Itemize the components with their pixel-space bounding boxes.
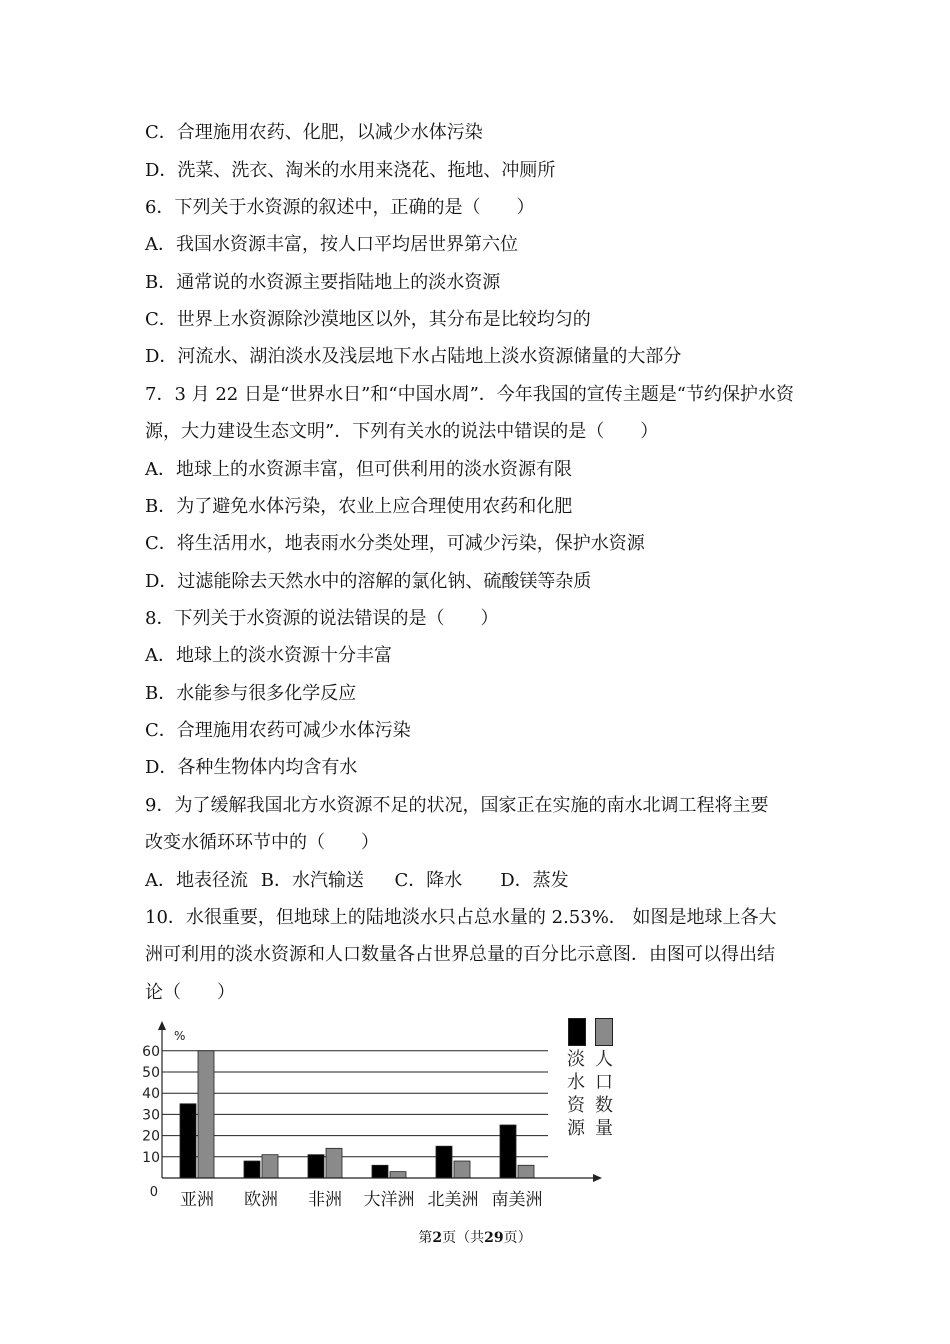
option-8b: B．水能参与很多化学反应 bbox=[145, 683, 357, 704]
option-7c: C．将生活用水，地表雨水分类处理，可减少污染，保护水资源 bbox=[145, 533, 645, 554]
total-pages: 29 bbox=[484, 1230, 504, 1246]
option-8a: A．地球上的淡水资源十分丰富 bbox=[145, 645, 392, 666]
option-6d: D．河流水、湖泊淡水及浅层地下水占陆地上淡水资源储量的大部分 bbox=[145, 346, 682, 367]
bar-freshwater bbox=[372, 1165, 388, 1178]
question-10-line-1: 10．水很重要，但地球上的陆地淡水只占总水量的 2.53%． 如图是地球上各大 bbox=[145, 907, 777, 928]
option-9a: A．地表径流 bbox=[145, 870, 248, 891]
y-tick-label: 10 bbox=[142, 1149, 160, 1166]
question-10-line-3: 论（ ） bbox=[145, 982, 235, 1003]
x-category-label: 北美洲 bbox=[427, 1190, 479, 1210]
option-7d: D．过滤能除去天然水中的溶解的氯化钠、硫酸镁等杂质 bbox=[145, 571, 592, 592]
x-category-label: 欧洲 bbox=[244, 1190, 278, 1210]
bar-freshwater bbox=[436, 1146, 452, 1178]
option-7b: B．为了避免水体污染，农业上应合理使用农药和化肥 bbox=[145, 496, 573, 517]
option-9b: B．水汽输送 bbox=[260, 870, 364, 891]
x-category-label: 亚洲 bbox=[180, 1190, 214, 1210]
bar-population bbox=[326, 1148, 342, 1178]
bar-chart bbox=[140, 1018, 620, 1218]
bar-freshwater bbox=[180, 1104, 196, 1178]
y-tick-label: 30 bbox=[142, 1107, 160, 1124]
y-axis-arrow bbox=[158, 1021, 166, 1030]
option-7a: A．地球上的水资源丰富，但可供利用的淡水资源有限 bbox=[145, 459, 572, 480]
option-5c: C．合理施用农药、化肥，以减少水体污染 bbox=[145, 122, 483, 143]
bar-population bbox=[518, 1165, 534, 1178]
option-9c: C．降水 bbox=[394, 870, 463, 891]
y-tick-label: 40 bbox=[142, 1086, 160, 1103]
legend-label-freshwater: 淡 水 资 源 bbox=[567, 1049, 585, 1139]
option-6b: B．通常说的水资源主要指陆地上的淡水资源 bbox=[145, 272, 501, 293]
bar-population bbox=[390, 1172, 406, 1178]
bar-freshwater bbox=[308, 1155, 324, 1178]
origin-label: 0 bbox=[149, 1185, 158, 1200]
legend-swatch-population bbox=[595, 1018, 613, 1046]
question-8: 8．下列关于水资源的说法错误的是（ ） bbox=[145, 608, 499, 629]
option-9d: D．蒸发 bbox=[500, 870, 569, 891]
x-category-label: 非洲 bbox=[308, 1190, 342, 1210]
legend-label-population: 人 口 数 量 bbox=[595, 1049, 613, 1139]
question-9-line-1: 9．为了缓解我国北方水资源不足的状况，国家正在实施的南水北调工程将主要 bbox=[145, 795, 769, 816]
page-footer: 第2页（共29页） bbox=[418, 1230, 532, 1246]
bar-population bbox=[454, 1161, 470, 1178]
question-10-line-2: 洲可利用的淡水资源和人口数量各占世界总量的百分比示意图．由图可以得出结 bbox=[145, 944, 775, 965]
question-7-line-2: 源，大力建设生态文明”．下列有关水的说法中错误的是（ ） bbox=[145, 421, 659, 442]
option-8c: C．合理施用农药可减少水体污染 bbox=[145, 720, 411, 741]
option-5d: D．洗菜、洗衣、淘米的水用来浇花、拖地、冲厕所 bbox=[145, 160, 556, 181]
option-6a: A．我国水资源丰富，按人口平均居世界第六位 bbox=[145, 234, 518, 255]
y-axis-unit: % bbox=[174, 1029, 186, 1043]
y-tick-label: 50 bbox=[142, 1065, 160, 1081]
y-tick-label: 20 bbox=[142, 1128, 160, 1145]
legend-swatch-freshwater bbox=[568, 1018, 586, 1046]
y-tick-label: 60 bbox=[142, 1043, 160, 1060]
option-6c: C．世界上水资源除沙漠地区以外，其分布是比较均匀的 bbox=[145, 309, 591, 330]
bar-freshwater bbox=[244, 1161, 260, 1178]
question-9-line-2: 改变水循环环节中的（ ） bbox=[145, 832, 379, 853]
option-8d: D．各种生物体内均含有水 bbox=[145, 757, 358, 778]
question-6: 6．下列关于水资源的叙述中，正确的是（ ） bbox=[145, 197, 535, 218]
question-9-options bbox=[145, 866, 835, 896]
x-category-label: 大洋洲 bbox=[363, 1190, 415, 1210]
x-axis-arrow bbox=[593, 1174, 602, 1182]
question-7-line-1: 7．3 月 22 日是“世界水日”和“中国水周”．今年我国的宣传主题是“节约保护水资 bbox=[145, 384, 794, 405]
page-number: 2 bbox=[432, 1230, 443, 1246]
bar-population bbox=[198, 1051, 214, 1178]
bar-freshwater bbox=[500, 1125, 516, 1178]
bar-population bbox=[262, 1155, 278, 1178]
x-category-label: 南美洲 bbox=[491, 1190, 543, 1210]
